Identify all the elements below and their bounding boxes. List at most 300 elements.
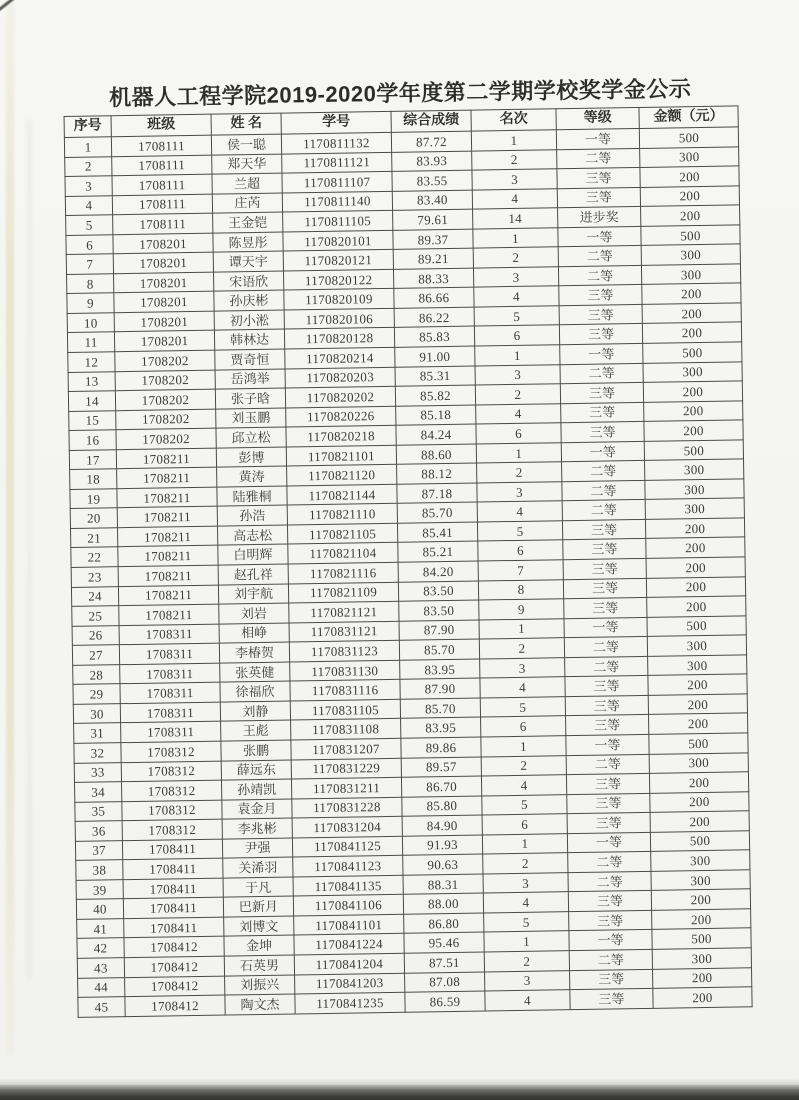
scan-bottom-band [0,1085,799,1100]
cell-student-id: 1170841101 [294,914,404,935]
cell-student-id: 1170820121 [283,250,393,271]
cell-score: 89.37 [393,229,473,250]
cell-serial: 44 [78,977,125,997]
cell-amount: 300 [645,459,744,480]
cell-serial: 19 [70,489,117,509]
column-header-amount: 金额（元） [639,106,738,129]
cell-amount: 200 [648,694,747,715]
cell-serial: 38 [76,860,123,880]
column-header-id: 学号 [281,111,391,134]
cell-serial: 28 [73,664,120,684]
cell-rank: 4 [485,990,570,1011]
cell-score: 87.18 [397,483,477,504]
cell-name: 石英男 [224,955,294,976]
cell-score: 84.90 [402,815,482,836]
cell-score: 87.51 [404,952,484,973]
cell-rank: 6 [476,423,561,444]
cell-rank: 1 [473,227,558,248]
cell-rank: 2 [484,951,569,972]
cell-student-id: 1170831108 [291,719,401,740]
cell-rank: 3 [485,970,570,991]
cell-grade: 二等 [560,363,643,384]
cell-serial: 22 [71,547,118,567]
cell-grade: 一等 [567,832,650,853]
cell-class: 1708201 [113,233,213,254]
cell-serial: 25 [72,606,119,626]
scholarship-table-body [64,127,752,1017]
cell-name: 关浠羽 [223,857,293,878]
cell-rank: 3 [472,169,557,190]
cell-serial: 37 [75,840,122,860]
cell-student-id: 1170831121 [289,621,399,642]
cell-name: 郑天华 [212,154,282,175]
cell-grade: 一等 [569,930,652,951]
cell-student-id: 1170841235 [295,992,405,1013]
cell-student-id: 1170831229 [291,758,401,779]
cell-serial: 45 [78,997,125,1017]
cell-serial: 17 [69,449,116,469]
cell-rank: 4 [477,501,562,522]
cell-class: 1708411 [122,839,222,860]
cell-student-id: 1170821105 [287,523,397,544]
cell-class: 1708412 [125,995,225,1016]
cell-serial: 18 [70,469,117,489]
cell-score: 88.60 [396,444,476,465]
cell-score: 85.80 [402,796,482,817]
cell-grade: 三等 [569,910,652,931]
cell-score: 86.59 [405,991,485,1012]
cell-student-id: 1170831116 [290,680,400,701]
cell-serial: 6 [66,234,113,254]
cell-grade: 三等 [567,793,650,814]
cell-amount: 500 [641,225,740,246]
cell-class: 1708111 [111,135,211,156]
cell-amount: 200 [642,322,741,343]
cell-class: 1708411 [123,858,223,879]
cell-score: 91.93 [402,835,482,856]
cell-class: 1708311 [121,722,221,743]
cell-serial: 3 [65,176,112,196]
cell-class: 1708202 [115,389,215,410]
cell-grade: 一等 [564,617,647,638]
cell-grade: 三等 [568,891,651,912]
cell-grade: 二等 [568,852,651,873]
cell-class: 1708202 [116,409,216,430]
cell-rank: 5 [482,794,567,815]
cell-serial: 27 [72,645,119,665]
cell-class: 1708311 [120,663,220,684]
cell-class: 1708111 [112,155,212,176]
cell-amount: 500 [652,928,751,949]
cell-rank: 4 [483,892,568,913]
cell-serial: 5 [66,215,113,235]
cell-serial: 14 [68,391,115,411]
cell-name: 张子晗 [215,388,285,409]
cell-class: 1708201 [114,272,214,293]
cell-name: 陶文杰 [225,994,295,1015]
cell-name: 兰超 [212,173,282,194]
cell-rank: 2 [483,853,568,874]
cell-name: 彭博 [216,447,286,468]
cell-name: 袁金月 [222,799,292,820]
cell-score: 88.12 [397,463,477,484]
cell-student-id: 1170820101 [283,230,393,251]
cell-class: 1708111 [113,213,213,234]
cell-rank: 9 [479,599,564,620]
cell-score: 83.50 [398,581,478,602]
cell-amount: 300 [651,870,750,891]
cell-amount: 300 [652,948,751,969]
cell-name: 初小淞 [214,310,284,331]
cell-name: 金坤 [224,935,294,956]
cell-serial: 4 [65,195,112,215]
cell-amount: 200 [644,420,743,441]
cell-class: 1708201 [114,292,214,313]
cell-serial: 20 [70,508,117,528]
cell-serial: 34 [75,782,122,802]
cell-serial: 36 [75,821,122,841]
cell-amount: 500 [650,830,749,851]
cell-name: 相峥 [219,623,289,644]
cell-amount: 200 [647,596,746,617]
cell-amount: 200 [646,537,745,558]
cell-amount: 200 [653,987,752,1008]
cell-grade: 二等 [558,265,641,286]
cell-score: 87.90 [400,678,480,699]
cell-name: 尹强 [222,838,292,859]
cell-amount: 200 [649,713,748,734]
cell-class: 1708412 [124,956,224,977]
cell-rank: 1 [481,736,566,757]
cell-serial: 15 [69,410,116,430]
cell-score: 83.50 [399,600,479,621]
cell-class: 1708201 [114,311,214,332]
cell-amount: 200 [646,576,745,597]
cell-score: 89.21 [393,248,473,269]
cell-grade: 一等 [561,441,644,462]
cell-rank: 4 [476,403,561,424]
cell-rank: 3 [477,482,562,503]
cell-rank: 7 [478,560,563,581]
cell-score: 88.00 [403,893,483,914]
cell-class: 1708311 [120,682,220,703]
cell-amount: 200 [652,909,751,930]
cell-rank: 1 [482,833,567,854]
cell-class: 1708201 [114,331,214,352]
cell-student-id: 1170841106 [293,895,403,916]
cell-score: 87.72 [391,131,471,152]
cell-amount: 200 [649,772,748,793]
cell-rank: 6 [481,716,566,737]
cell-score: 87.90 [399,620,479,641]
cell-class: 1708211 [118,546,218,567]
cell-rank: 8 [478,579,563,600]
cell-amount: 300 [641,244,740,265]
cell-name: 于凡 [223,877,293,898]
cell-score: 87.08 [405,972,485,993]
cell-class: 1708211 [118,526,218,547]
cell-class: 1708412 [124,936,224,957]
cell-serial: 40 [76,899,123,919]
cell-name: 薛远东 [221,759,291,780]
cell-rank: 1 [476,442,561,463]
cell-name: 邱立松 [216,427,286,448]
cell-student-id: 1170841204 [294,953,404,974]
column-header-serial: 序号 [64,116,111,138]
cell-grade: 二等 [569,949,652,970]
cell-grade: 一等 [560,343,643,364]
cell-class: 1708311 [119,643,219,664]
cell-student-id: 1170820203 [285,367,395,388]
cell-student-id: 1170820202 [285,386,395,407]
cell-grade: 二等 [568,871,651,892]
cell-student-id: 1170811107 [282,171,392,192]
cell-grade: 三等 [566,773,649,794]
cell-score: 85.21 [398,542,478,563]
cell-grade: 二等 [566,754,649,775]
cell-rank: 1 [471,130,556,151]
cell-serial: 42 [77,938,124,958]
cell-class: 1708412 [125,976,225,997]
cell-name: 王彪 [221,720,291,741]
cell-grade: 二等 [562,500,645,521]
cell-serial: 21 [71,528,118,548]
cell-score: 85.18 [396,405,476,426]
cell-class: 1708201 [113,252,213,273]
cell-class: 1708312 [122,819,222,840]
document-sheet [63,71,752,1017]
cell-class: 1708211 [119,604,219,625]
cell-student-id: 1170831207 [291,738,401,759]
cell-amount: 200 [643,381,742,402]
cell-amount: 300 [645,498,744,519]
cell-serial: 26 [72,625,119,645]
cell-amount: 300 [645,479,744,500]
cell-student-id: 1170841224 [294,934,404,955]
cell-grade: 三等 [570,969,653,990]
cell-grade: 二等 [562,461,645,482]
cell-grade: 三等 [566,715,649,736]
cell-name: 白明辉 [218,545,288,566]
cell-class: 1708411 [123,897,223,918]
cell-rank: 4 [474,286,559,307]
cell-grade: 进步奖 [558,207,641,228]
cell-name: 徐福欣 [220,681,290,702]
cell-score: 85.70 [399,639,479,660]
cell-rank: 5 [484,912,569,933]
cell-serial: 16 [69,430,116,450]
scan-left-shadow [28,120,31,980]
cell-score: 91.00 [395,346,475,367]
cell-grade: 三等 [563,578,646,599]
cell-amount: 200 [642,283,741,304]
cell-rank: 4 [481,775,566,796]
cell-grade: 三等 [561,402,644,423]
cell-score: 83.95 [400,659,480,680]
cell-rank: 3 [480,657,565,678]
cell-grade: 三等 [564,598,647,619]
cell-score: 86.22 [394,307,474,328]
cell-amount: 300 [643,361,742,382]
cell-class: 1708312 [121,741,221,762]
cell-grade: 三等 [559,324,642,345]
cell-amount: 300 [648,655,747,676]
cell-name: 刘岩 [219,603,289,624]
cell-name: 高志松 [217,525,287,546]
cell-rank: 3 [473,267,558,288]
cell-student-id: 1170831228 [292,797,402,818]
cell-rank: 6 [478,540,563,561]
cell-score: 84.20 [398,561,478,582]
cell-student-id: 1170831123 [289,641,399,662]
cell-serial: 31 [74,723,121,743]
cell-student-id: 1170821144 [287,484,397,505]
cell-amount: 200 [642,303,741,324]
cell-serial: 13 [68,371,115,391]
cell-grade: 三等 [565,695,648,716]
cell-amount: 300 [640,146,739,167]
cell-class: 1708211 [118,585,218,606]
cell-name: 刘振兴 [225,974,295,995]
cell-student-id: 1170831204 [292,816,402,837]
cell-name: 巴新月 [223,896,293,917]
cell-class: 1708202 [115,350,215,371]
cell-score: 90.63 [403,854,483,875]
cell-amount: 200 [648,674,747,695]
cell-grade: 三等 [570,988,653,1009]
cell-score: 83.55 [392,170,472,191]
cell-amount: 200 [640,186,739,207]
cell-class: 1708312 [121,780,221,801]
cell-class: 1708211 [118,565,218,586]
cell-amount: 500 [643,342,742,363]
column-header-rank: 名次 [471,109,556,131]
cell-class: 1708411 [124,917,224,938]
cell-serial: 29 [73,684,120,704]
cell-grade: 二等 [558,246,641,267]
cell-rank: 4 [472,188,557,209]
cell-class: 1708312 [121,761,221,782]
cell-grade: 三等 [557,187,640,208]
cell-grade: 三等 [563,558,646,579]
cell-amount: 200 [650,791,749,812]
cell-serial: 8 [67,274,114,294]
cell-student-id: 1170841203 [295,973,405,994]
cell-score: 86.70 [401,776,481,797]
cell-amount: 200 [653,967,752,988]
cell-serial: 41 [77,919,124,939]
column-header-class: 班级 [111,114,211,137]
cell-name: 李椿贺 [219,642,289,663]
cell-score: 83.40 [392,190,472,211]
cell-student-id: 1170831130 [290,660,400,681]
cell-amount: 300 [649,752,748,773]
cell-name: 孙浩 [217,505,287,526]
scholarship-table [64,105,753,1017]
cell-class: 1708111 [112,174,212,195]
cell-rank: 2 [477,462,562,483]
cell-serial: 7 [66,254,113,274]
cell-class: 1708211 [117,507,217,528]
cell-grade: 二等 [565,656,648,677]
cell-score: 85.31 [395,366,475,387]
cell-student-id: 1170811140 [282,191,392,212]
cell-score: 85.70 [400,698,480,719]
cell-serial: 32 [74,743,121,763]
cell-rank: 14 [473,208,558,229]
cell-score: 83.95 [401,717,481,738]
cell-student-id: 1170841135 [293,875,403,896]
cell-name: 刘静 [220,701,290,722]
cell-rank: 5 [477,521,562,542]
cell-student-id: 1170831105 [290,699,400,720]
cell-serial: 11 [67,332,114,352]
cell-student-id: 1170841123 [293,855,403,876]
cell-name: 张英健 [220,662,290,683]
cell-amount: 300 [641,264,740,285]
cell-rank: 2 [472,149,557,170]
cell-student-id: 1170820218 [286,426,396,447]
cell-rank: 6 [482,814,567,835]
cell-rank: 6 [474,325,559,346]
cell-score: 85.83 [394,327,474,348]
cell-serial: 39 [76,879,123,899]
cell-amount: 500 [649,733,748,754]
cell-student-id: 1170811105 [283,211,393,232]
cell-rank: 2 [475,384,560,405]
cell-name: 李兆彬 [222,818,292,839]
cell-amount: 200 [644,401,743,422]
column-header-score: 综合成绩 [391,110,471,132]
cell-score: 86.66 [394,287,474,308]
cell-serial: 24 [71,586,118,606]
cell-grade: 三等 [560,383,643,404]
cell-amount: 500 [647,616,746,637]
cell-grade: 三等 [563,539,646,560]
cell-score: 95.46 [404,932,484,953]
cell-student-id: 1170821101 [286,445,396,466]
cell-student-id: 1170820214 [285,347,395,368]
cell-name: 王金铠 [213,212,283,233]
cell-name: 刘宇航 [218,584,288,605]
cell-amount: 200 [645,518,744,539]
cell-grade: 一等 [556,128,639,149]
cell-class: 1708111 [112,194,212,215]
cell-student-id: 1170841125 [292,836,402,857]
cell-student-id: 1170821104 [288,543,398,564]
cell-score: 85.41 [397,522,477,543]
cell-name: 张鹏 [221,740,291,761]
cell-amount: 200 [650,811,749,832]
cell-rank: 4 [480,677,565,698]
cell-rank: 5 [474,306,559,327]
cell-name: 孙靖凯 [221,779,291,800]
cell-grade: 三等 [561,422,644,443]
cell-student-id: 1170820122 [283,269,393,290]
cell-class: 1708411 [123,878,223,899]
cell-serial: 2 [65,156,112,176]
cell-amount: 500 [644,440,743,461]
cell-name: 刘博文 [224,916,294,937]
cell-grade: 三等 [559,304,642,325]
cell-grade: 三等 [562,519,645,540]
cell-score: 83.93 [392,151,472,172]
cell-student-id: 1170811132 [281,132,391,153]
cell-student-id: 1170820106 [284,308,394,329]
cell-amount: 300 [651,850,750,871]
cell-student-id: 1170820128 [284,328,394,349]
cell-serial: 30 [73,704,120,724]
